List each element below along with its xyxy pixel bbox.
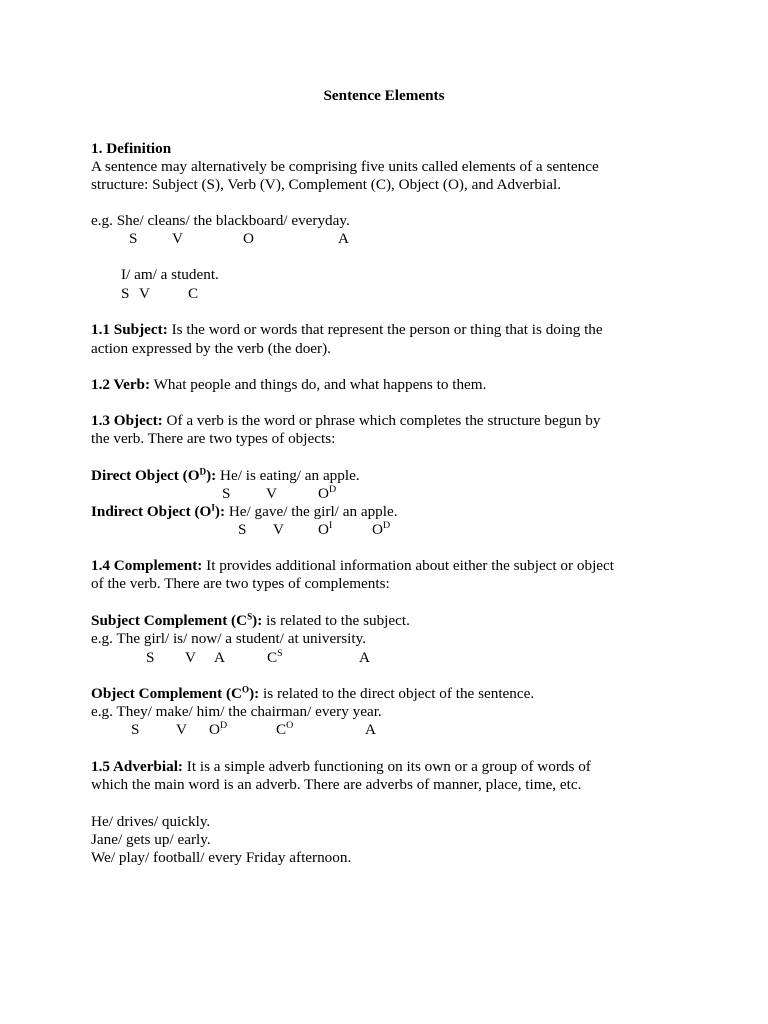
example-2-sentence: I/ am/ a student. bbox=[121, 266, 219, 283]
direct-object-line: Direct Object $(O^D)$: He/ is eating/ an apple. bbox=[91, 466, 360, 484]
example-2-label-c: C bbox=[188, 285, 199, 302]
indirect-object-label-oi: $O^I$ bbox=[318, 520, 333, 538]
subject-label: 1.1 Subject: bbox=[91, 321, 168, 338]
adverbial-definition-line-2: which the main word is an adverb. There are adverbs of manner, place, time, etc. bbox=[91, 776, 582, 793]
object-definition-line-2: the verb. There are two types of objects: bbox=[91, 430, 336, 447]
subject-complement-label-s: S bbox=[146, 649, 155, 666]
indirect-object-label-v: V bbox=[273, 521, 284, 538]
verb-definition: 1.2 Verb: What people and things do, and what happens to them. bbox=[91, 376, 487, 393]
subject-definition-line-1: 1.1 Subject: Is the word or words that represent the person or thing that is doing the bbox=[91, 321, 603, 338]
object-complement-label-od: $O^D$ bbox=[209, 720, 228, 738]
example-1-label-o: O bbox=[243, 230, 254, 247]
object-complement-label-s: S bbox=[131, 721, 140, 738]
definition-text-line-2: structure: Subject (S), Verb (V), Complement (C), Object (O), and Adverbial. bbox=[91, 176, 561, 193]
object-complement-line: Object Complement $(C^O)$: is related to the direct object of the sentence. bbox=[91, 684, 535, 702]
direct-object-label: Direct Object $(O^D)$: bbox=[91, 466, 217, 484]
example-1-sentence: e.g. She/ cleans/ the blackboard/ everyday. bbox=[91, 212, 350, 229]
adverbial-definition-line-1: 1.5 Adverbial: It is a simple adverb functioning on its own or a group of words of bbox=[91, 758, 591, 775]
direct-object-label-v: V bbox=[266, 485, 277, 502]
definition-heading: 1. Definition bbox=[91, 140, 172, 157]
complement-definition-line-1: 1.4 Complement: It provides additional information about either the subject or object bbox=[91, 557, 614, 574]
example-1-label-a: A bbox=[338, 230, 349, 247]
subject-complement-label-a2: A bbox=[359, 649, 370, 666]
subject-definition-line-2: action expressed by the verb (the doer). bbox=[91, 340, 331, 357]
indirect-object-line: Indirect Object $(O^I)$: He/ gave/ the girl/ an apple. bbox=[91, 502, 398, 520]
verb-label: 1.2 Verb: bbox=[91, 376, 151, 393]
subject-complement-label-a1: A bbox=[214, 649, 225, 666]
definition-text-line-1: A sentence may alternatively be comprising five units called elements of a sentence bbox=[91, 158, 599, 175]
example-2-label-v: V bbox=[139, 285, 150, 302]
object-complement-example: e.g. They/ make/ him/ the chairman/ every year. bbox=[91, 703, 382, 720]
object-definition-line-1: 1.3 Object: Of a verb is the word or phrase which completes the structure begun by bbox=[91, 412, 601, 429]
example-1-label-v: V bbox=[172, 230, 183, 247]
indirect-object-label-od: $O^D$ bbox=[372, 520, 391, 538]
complement-label: 1.4 Complement: bbox=[91, 557, 203, 574]
indirect-object-label-s: S bbox=[238, 521, 247, 538]
direct-object-label-s: S bbox=[222, 485, 231, 502]
subject-complement-line: Subject Complement $(C^S)$: is related to the subject. bbox=[91, 611, 410, 629]
direct-object-label-od: $O^D$ bbox=[318, 484, 337, 502]
object-complement-label-a: A bbox=[365, 721, 376, 738]
adverbial-example-1: He/ drives/ quickly. bbox=[91, 813, 211, 830]
page-title: Sentence Elements bbox=[323, 87, 445, 104]
subject-complement-label: Subject Complement $(C^S)$: bbox=[91, 611, 263, 629]
adverbial-label: 1.5 Adverbial: bbox=[91, 758, 183, 775]
adverbial-example-3: We/ play/ football/ every Friday afternoon. bbox=[91, 849, 352, 866]
object-complement-label-v: V bbox=[176, 721, 187, 738]
subject-complement-label-cs: $C^S$ bbox=[267, 648, 283, 666]
example-1-label-s: S bbox=[129, 230, 138, 247]
object-complement-label-co: $C^O$ bbox=[276, 720, 294, 738]
example-2-label-s: S bbox=[121, 285, 130, 302]
object-complement-label: Object Complement $(C^O)$: bbox=[91, 684, 260, 702]
subject-complement-example: e.g. The girl/ is/ now/ a student/ at university. bbox=[91, 630, 367, 647]
complement-definition-line-2: of the verb. There are two types of complements: bbox=[91, 575, 390, 592]
subject-complement-label-v: V bbox=[185, 649, 196, 666]
adverbial-example-2: Jane/ gets up/ early. bbox=[91, 831, 211, 848]
object-label: 1.3 Object: bbox=[91, 412, 163, 429]
indirect-object-label: Indirect Object $(O^I)$: bbox=[91, 502, 226, 520]
